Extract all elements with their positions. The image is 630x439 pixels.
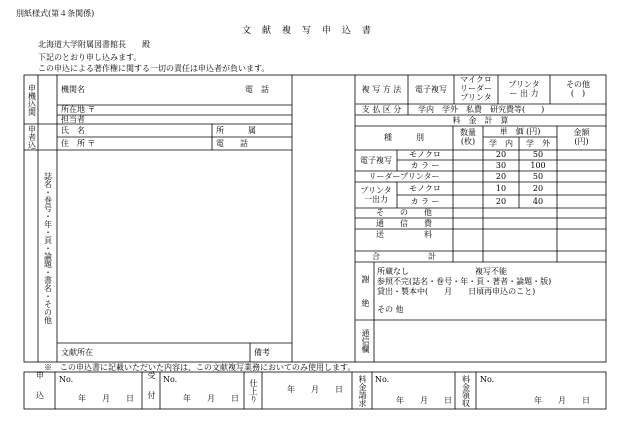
fee-row-inside: 20 <box>495 171 507 181</box>
col-amount-header: 金額 (円) <box>573 128 590 146</box>
fee-caption: 料 金 計 算 <box>452 115 509 125</box>
method-option-printer[interactable]: プリンタ ー 出 力 <box>508 79 540 98</box>
copy-method-label: 複 写 方 法 <box>361 84 402 94</box>
notice-line-2: この申込による著作権に関する一切の責任は申込者が負います。 <box>38 64 270 73</box>
fee-row-inside: 30 <box>495 160 507 170</box>
fee-row-inside: 20 <box>495 196 507 206</box>
group-electronic-copy: 電子複写 <box>360 155 392 165</box>
phone-label: 電 話 <box>216 138 248 148</box>
invoice-label: 料金請求 <box>358 374 367 407</box>
fee-row-label: 通 信 費 <box>376 218 432 228</box>
residence-field[interactable]: 住 所 〒 <box>61 138 96 148</box>
fee-row-outside: 20 <box>532 183 544 193</box>
fee-row-label: モノクロ <box>409 150 441 159</box>
fee-row-inside: 10 <box>495 183 507 193</box>
fee-row-label: カ ラ ー <box>410 196 440 206</box>
doc-location-field[interactable]: 文献所在 <box>61 347 93 357</box>
reply-unclear[interactable]: 参照不完(誌名・巻号・年・頁・著者・論題・版) <box>377 277 552 286</box>
address-field[interactable]: 所在地 〒 <box>61 105 96 114</box>
apply-no[interactable]: No. <box>59 375 74 384</box>
col-inside-header: 学 内 <box>489 138 513 148</box>
receive-label: 受付 <box>147 370 156 411</box>
fee-row-label: 送 料 <box>376 229 432 239</box>
apply-date[interactable]: 年 月 日 <box>78 394 134 403</box>
col-qty-header: 数量 (枚) <box>460 128 476 146</box>
collect-date[interactable]: 年 月 日 <box>534 396 590 405</box>
fee-row-label: そ の 他 <box>376 208 432 217</box>
name-field[interactable]: 氏 名 <box>61 125 85 135</box>
fee-total-label: 合 計 <box>372 251 436 261</box>
apply-label: 申込 <box>35 370 45 411</box>
invoice-date[interactable]: 年 月 日 <box>396 396 452 405</box>
method-option-other[interactable]: その他 ( ) <box>566 79 590 98</box>
fee-row-outside: 40 <box>532 196 544 206</box>
collect-label: 料金領収 <box>461 374 471 407</box>
receive-no[interactable]: No. <box>163 375 178 384</box>
finish-date[interactable]: 年 月 日 <box>287 385 343 394</box>
group-printer-output: プリンタ 一出力 <box>360 185 392 204</box>
org-phone-label: 電 話 <box>245 85 269 94</box>
collect-no[interactable]: No. <box>480 375 495 384</box>
org-name-field[interactable]: 機関名 <box>61 85 85 94</box>
contact-field[interactable]: 担当者 <box>61 114 85 124</box>
payment-options[interactable]: 学内 学外 私費 研究費等( ) <box>418 104 545 114</box>
remarks-label: 備考 <box>254 347 270 357</box>
dept-label: 所 属 <box>216 125 256 135</box>
reply-not-copyable[interactable]: 複写不能 <box>475 267 507 276</box>
fee-row-label: リーダープリンター <box>368 171 440 181</box>
invoice-no[interactable]: No. <box>375 375 390 384</box>
fee-row-label: カ ラ ー <box>410 160 440 170</box>
reply-other[interactable]: その 他 <box>377 305 404 314</box>
col-outside-header: 学 外 <box>526 138 550 148</box>
method-option-micro[interactable]: マイクロ リーダー プリンタ <box>460 75 492 102</box>
fee-row-label: モノクロ <box>409 183 441 193</box>
fee-row-outside: 100 <box>530 160 546 170</box>
col-type-header: 種 別 <box>384 133 424 142</box>
reply-not-held[interactable]: 所蔵なし <box>377 267 409 276</box>
fee-row-outside: 50 <box>532 150 544 159</box>
col-unit-header: 単 価 (円) <box>499 126 541 136</box>
addressee: 北海道大学附属図書館長 殿 <box>38 40 150 49</box>
decline-label: 謝 絶 <box>361 275 370 307</box>
fee-row-outside: 50 <box>532 171 544 181</box>
document-info-label: 誌名・巻号・年・頁・論題・書名・その他 <box>43 172 53 324</box>
method-option-electronic[interactable]: 電子複写 <box>415 84 447 94</box>
reply-on-loan[interactable]: 貸出・製本中( 月 日頃再申込のこと) <box>377 287 536 296</box>
footnote: ※ この申込書に記載いただいた内容は、この文献複写業務においてのみ使用します。 <box>44 363 356 372</box>
org-group-label: 申機込関 <box>27 84 37 116</box>
form-number: 別紙様式(第４条関係) <box>16 9 95 18</box>
fee-row-inside: 20 <box>495 150 507 159</box>
notice-line-1: 下記のとおり申し込みます。 <box>38 53 142 62</box>
page-title: 文 献 複 写 申 込 書 <box>242 26 373 36</box>
applicant-group-label: 申者込 <box>27 125 37 149</box>
comm-label: 通信欄 <box>361 329 370 353</box>
payment-label: 支 払 区 分 <box>361 104 402 114</box>
receive-date[interactable]: 年 月 日 <box>183 394 239 403</box>
finish-label: 仕上り <box>249 378 258 403</box>
